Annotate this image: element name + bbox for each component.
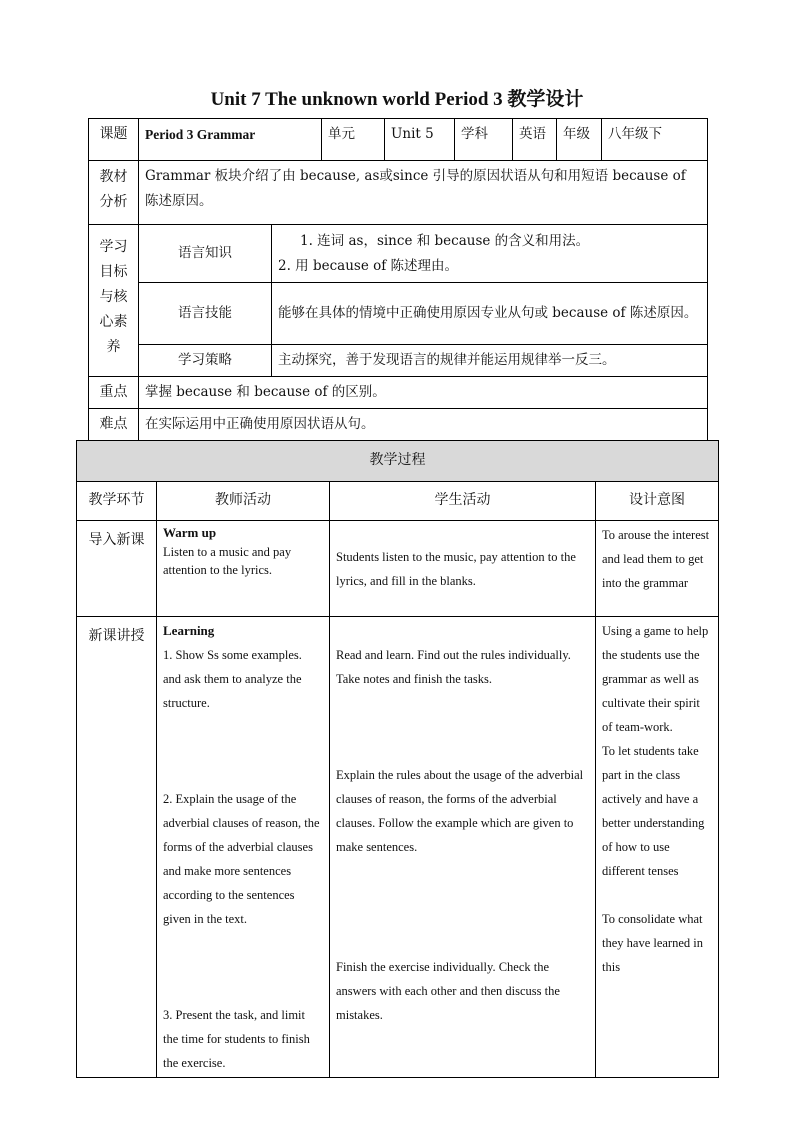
difficulty-text: 在实际运用中正确使用原因状语从句。 <box>139 409 708 441</box>
student-step-1: Read and learn. Find out the rules individually. Take notes and finish the tasks. <box>336 648 571 686</box>
warmup-stage: 导入新课 <box>77 521 157 617</box>
grade-value: 八年级下 <box>602 119 708 161</box>
unit-label: 单元 <box>322 119 385 161</box>
intent-1: Using a game to help the students use the grammar as well as cultivate their spirit of team-work. <box>602 624 709 734</box>
intent-2: To let students take part in the class actively and have a better understanding of how to use different tenses <box>602 744 705 878</box>
lesson-info-table <box>88 118 708 441</box>
column-teacher: 教师活动 <box>157 482 330 521</box>
teacher-step-2: 2. Explain the usage of the adverbial clauses of reason, the forms of the adverbial clauses and make more sentences according to the sentences given in the text. <box>163 792 320 926</box>
table-row <box>77 521 719 617</box>
intent-3: To consolidate what they have learned in this <box>602 912 703 974</box>
key-point-text: 掌握 because 和 because of 的区别。 <box>139 377 708 409</box>
warmup-teacher-text: Listen to a music and pay attention to the lyrics. <box>163 545 292 577</box>
subject-label: 学科 <box>455 119 513 161</box>
learning-stage: 新课讲授 <box>77 617 157 1078</box>
process-header: 教学过程 <box>77 441 719 482</box>
grade-label: 年级 <box>557 119 602 161</box>
knowledge-item-2: 2. 用 because of 陈述理由。 <box>278 257 459 274</box>
student-step-2: Explain the rules about the usage of the adverbial clauses of reason, the forms of the adverbial clauses. Follow the example which are given to make sentences. <box>336 768 584 854</box>
strategy-label: 学习策略 <box>139 345 272 377</box>
key-point-label: 重点 <box>89 377 139 409</box>
page-title: Unit 7 The unknown world Period 3 教学设计 <box>210 89 584 110</box>
column-intent: 设计意图 <box>596 482 719 521</box>
warmup-title: Warm up <box>163 525 217 540</box>
knowledge-label: 语言知识 <box>139 225 272 283</box>
teaching-process-table <box>76 440 719 1078</box>
student-step-3: Finish the exercise individually. Check the answers with each other and then discuss the mistakes. <box>336 960 560 1022</box>
column-stage: 教学环节 <box>77 482 157 521</box>
table-row <box>77 617 719 1078</box>
teacher-step-1: 1. Show Ss some examples. and ask them to analyze the structure. <box>163 648 302 710</box>
subject-value: 英语 <box>513 119 557 161</box>
unit-value: Unit 5 <box>385 119 455 161</box>
topic-label: 课题 <box>89 119 139 161</box>
column-student: 学生活动 <box>330 482 596 521</box>
learning-title: Learning <box>163 623 215 638</box>
topic-value: Period 3 Grammar <box>139 119 322 161</box>
teacher-step-3: 3. Present the task, and limit the time for students to finish the exercise. <box>163 1008 310 1070</box>
skill-text: 能够在具体的情境中正确使用原因专业从句或 because of 陈述原因。 <box>272 283 708 345</box>
knowledge-item-1: 1. 连词 as，since 和 because 的含义和用法。 <box>300 232 590 249</box>
strategy-text: 主动探究，善于发现语言的规律并能运用规律举一反三。 <box>272 345 708 377</box>
analysis-label: 教材分析 <box>89 161 139 225</box>
difficulty-label: 难点 <box>89 409 139 441</box>
skill-label: 语言技能 <box>139 283 272 345</box>
analysis-text: Grammar 板块介绍了由 because, as或since 引导的原因状语从句和用短语 because of 陈述原因。 <box>139 161 708 225</box>
objectives-label: 学习目标与核心素养 <box>89 225 139 377</box>
warmup-student-text: Students listen to the music, pay attention to the lyrics, and fill in the blanks. <box>330 521 596 617</box>
warmup-intent: To arouse the interest and lead them to get into the grammar <box>596 521 719 617</box>
